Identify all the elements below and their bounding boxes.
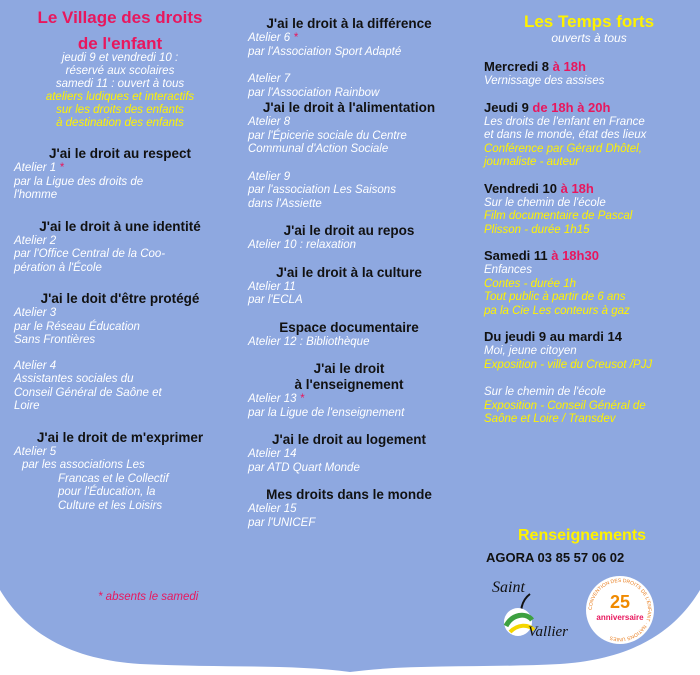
spacer: [484, 427, 694, 438]
spacer: [484, 237, 694, 248]
atelier-detail: Culture et les Loisirs: [58, 499, 163, 512]
spacer: [14, 513, 226, 529]
event-detail: pa la Cie Les conteurs à gaz: [484, 304, 630, 317]
event-detail: journaliste - auteur: [484, 156, 580, 168]
atelier-label: Atelier 8: [248, 116, 291, 128]
atelier-label: Atelier 10 : relaxation: [248, 239, 357, 251]
spacer: [236, 211, 462, 223]
atelier-detail: Sans Frontières: [14, 334, 96, 346]
title-line: de l'enfant: [77, 34, 163, 53]
temps-forts-title: Les Temps forts: [523, 12, 655, 31]
spacer: [236, 475, 462, 487]
atelier-detail: par la Ligue de l'enseignement: [248, 406, 405, 419]
atelier-label: Atelier 4: [14, 359, 57, 372]
event-desc: Sur le chemin de l'école: [484, 386, 606, 398]
event-desc: et dans le monde, état des lieux: [484, 129, 647, 141]
section-heading: J'ai le droit à l'alimentation: [262, 100, 436, 115]
event-date: Samedi 11 à 18h30: [484, 248, 599, 263]
event-detail: Plisson - durée 1h15: [484, 223, 590, 236]
column-village: [14, 0, 226, 529]
spacer: [236, 530, 462, 542]
atelier-detail: par l'Association Rainbow: [248, 86, 380, 99]
event-date: Jeudi 9 de 18h à 20h: [484, 99, 611, 115]
event-detail: Conférence par Gérard Dhôtel,: [484, 142, 642, 155]
section-heading: J'ai le droit au logement: [272, 432, 426, 447]
atelier-label: Atelier 14: [248, 448, 297, 460]
atelier-label: Atelier 9: [248, 170, 291, 183]
event-detail: Film documentaire de Pascal: [484, 210, 633, 222]
atelier-detail: dans l'Assiette: [248, 197, 322, 210]
event-desc: Enfances: [484, 264, 532, 276]
spacer: [14, 275, 226, 291]
atelier-label: Atelier 12 : Bibliothèque: [248, 335, 370, 348]
atelier-detail: pour l'Éducation, la: [58, 486, 156, 498]
event-desc: Les droits de l'enfant en France: [484, 115, 645, 128]
spacer: [14, 130, 226, 146]
atelier-detail: Francas et le Collectif: [58, 472, 169, 485]
event-detail: Contes - durée 1h: [484, 277, 577, 290]
renseignements-title: Renseignements: [518, 527, 647, 544]
spacer: [236, 349, 462, 361]
event-time: à 18h30: [547, 248, 599, 263]
event-detail: Exposition - ville du Creusot /PJJ: [484, 358, 653, 371]
section-heading: J'ai le droit au repos: [283, 223, 415, 238]
atelier-label: Atelier 5: [14, 445, 57, 458]
event-detail: Exposition - Conseil Général de: [484, 399, 646, 412]
logo-vallier-text: Vallier: [528, 624, 568, 640]
section-heading: J'ai le droit à une identité: [39, 218, 201, 234]
atelier-detail: par l'association Les Saisons: [248, 184, 396, 196]
agora-phone: AGORA 03 85 57 06 02: [486, 550, 625, 565]
intro-highlight-line: ateliers ludiques et interactifs: [45, 91, 195, 103]
spacer: [236, 157, 462, 171]
event-desc: Sur le chemin de l'école: [484, 196, 606, 209]
event-desc: Vernissage des assises: [484, 75, 605, 87]
star-mark: *: [56, 162, 64, 174]
atelier-label: Atelier 1 *: [14, 162, 64, 174]
spacer: [14, 414, 226, 430]
intro-line: samedi 11 : ouvert à tous: [55, 78, 185, 90]
atelier-detail: par le Réseau Éducation: [14, 320, 140, 333]
column-temps-forts: [484, 0, 694, 438]
intro-line: jeudi 9 et vendredi 10 :: [61, 52, 179, 64]
atelier-label: Atelier 15: [248, 503, 297, 515]
section-heading: J'ai le doit d'être protégé: [40, 291, 200, 306]
column-ateliers: [236, 0, 462, 542]
atelier-detail: Loire: [14, 400, 40, 412]
spacer: [484, 45, 694, 59]
atelier-detail: par l'Épicerie sociale du Centre: [248, 129, 407, 142]
event-date: Mercredi 8 à 18h: [484, 59, 586, 74]
atelier-detail: Communal d'Action Sociale: [248, 143, 389, 155]
spacer: [236, 0, 462, 16]
atelier-detail: par l'Association Sport Adapté: [248, 45, 402, 58]
atelier-label: Atelier 13 *: [248, 393, 305, 405]
atelier-detail: par l'ECLA: [248, 294, 303, 306]
atelier-detail: Conseil Général de Saône et: [14, 386, 162, 399]
event-time: à 18h: [556, 180, 594, 196]
spacer: [236, 308, 462, 320]
atelier-detail: par ATD Quart Monde: [248, 461, 360, 474]
anniversary-logo: [584, 574, 656, 646]
section-heading: J'ai le droit: [313, 361, 385, 376]
atelier-detail: Assistantes sociales du: [14, 373, 134, 385]
section-heading: Espace documentaire: [279, 319, 419, 335]
event-detail: Saône et Loire / Transdev: [484, 413, 616, 425]
event-desc: Moi, jeune citoyen: [484, 345, 577, 357]
section-heading: J'ai le droit à la culture: [276, 264, 422, 280]
title-line: Le Village des droits: [37, 8, 203, 27]
atelier-detail: pération à l'École: [14, 261, 102, 274]
atelier-label: Atelier 11: [248, 280, 296, 293]
spacer: [484, 372, 694, 386]
logo-saint-text: Saint: [492, 579, 525, 596]
event-detail: Tout public à partir de 6 ans: [484, 291, 626, 303]
spacer: [14, 348, 226, 360]
absent-note: * absents le samedi: [98, 591, 199, 603]
spacer: [484, 318, 694, 329]
intro-highlight-line: à destination des enfants: [56, 117, 184, 129]
spacer: [236, 253, 462, 265]
saint-vallier-logo: [488, 574, 578, 644]
atelier-label: Atelier 6 *: [248, 32, 298, 44]
spacer: [236, 420, 462, 432]
star-mark: *: [296, 393, 305, 405]
atelier-detail: par l'Office Central de la Coo-: [14, 248, 166, 260]
event-time: à 18h: [549, 59, 586, 74]
intro-highlight-line: sur les droits des enfants: [56, 104, 184, 116]
spacer: [236, 59, 462, 73]
intro-line: réservé aux scolaires: [65, 65, 175, 77]
logo-anniv-word: anniversaire: [596, 613, 644, 622]
spacer: [484, 170, 694, 181]
section-heading: J'ai le droit au respect: [48, 146, 191, 161]
spacer: [484, 89, 694, 100]
spacer: [14, 203, 226, 219]
atelier-detail: l'homme: [14, 189, 58, 201]
event-time: de 18h à 20h: [528, 99, 611, 115]
atelier-label: Atelier 3: [14, 307, 57, 319]
event-date: Vendredi 10 à 18h: [484, 180, 594, 196]
section-heading: J'ai le droit de m'exprimer: [36, 429, 204, 445]
atelier-detail: par la Ligue des droits de: [14, 175, 144, 188]
atelier-detail: par les associations Les: [22, 459, 145, 471]
section-heading: à l'enseignement: [294, 377, 404, 392]
logo-ring-text: CONVENTION DES DROITS DE L'ENFANT · NATIONS UNIES: [587, 577, 653, 643]
logo-25: 25: [609, 592, 631, 612]
star-mark: *: [290, 32, 298, 44]
section-heading: J'ai le droit à la différence: [266, 16, 432, 31]
atelier-detail: par l'UNICEF: [248, 516, 316, 529]
atelier-label: Atelier 2: [14, 234, 57, 247]
atelier-label: Atelier 7: [248, 73, 291, 85]
section-heading: Mes droits dans le monde: [266, 487, 432, 502]
temps-forts-subtitle: ouverts à tous: [551, 31, 627, 45]
event-date: Du jeudi 9 au mardi 14: [484, 329, 622, 344]
